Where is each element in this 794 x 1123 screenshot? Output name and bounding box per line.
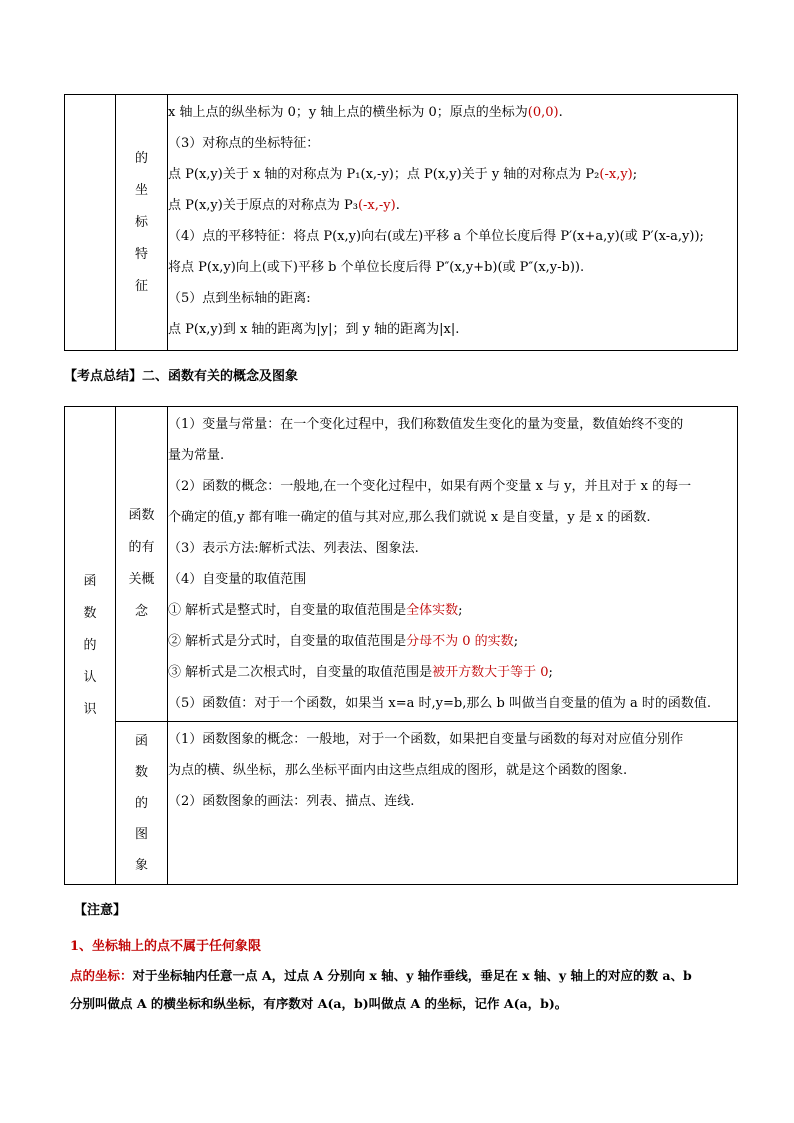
line-text: ; — [458, 603, 463, 618]
note-paragraph — [70, 962, 750, 1018]
empty-cell — [65, 95, 116, 351]
line-text: ; — [513, 634, 519, 649]
section-heading: 【考点总结】二、函数有关的概念及图象 — [64, 369, 299, 384]
label-char: 数 — [134, 764, 148, 780]
note-heading: 1、坐标轴上的点不属于任何象限 — [70, 939, 262, 954]
label-char: 识 — [83, 701, 97, 717]
line-text: . — [558, 105, 563, 120]
content-line — [168, 626, 737, 657]
line-text: （1）变量与常量：在一个变化过程中，我们称数值发生变化的量为变量，数值始终不变的 — [168, 417, 684, 432]
line-text: . — [395, 198, 400, 213]
content-line — [168, 688, 737, 719]
label-char: 图 — [134, 826, 148, 842]
line-text: ③ 解析式是二次根式时，自变量的取值范围是 — [168, 665, 433, 680]
highlight-text: (0,0) — [527, 105, 559, 120]
content-line — [168, 786, 737, 817]
label-char: 函 — [134, 733, 148, 749]
line-text: （4）自变量的取值范围 — [168, 572, 307, 587]
content-line — [168, 595, 737, 626]
highlight-text: (-x,-y) — [357, 198, 396, 213]
label-char: 数 — [83, 605, 97, 621]
label-char: 征 — [134, 278, 148, 294]
content-line — [168, 128, 737, 159]
line-text: （2）函数的概念：一般地,在一个变化过程中，如果有两个变量 x 与 y，并且对于 x 的每一 — [168, 479, 692, 494]
label-char: 标 — [134, 214, 148, 230]
content-line — [168, 533, 737, 564]
line-text: ② 解析式是分式时，自变量的取值范围是 — [168, 634, 407, 649]
function-concept-label — [116, 407, 168, 722]
label-char: 念 — [134, 604, 148, 619]
label-char: 的 — [134, 795, 148, 811]
line-text: （2）函数图象的画法：列表、描点、连线. — [168, 794, 415, 809]
line-text: ① 解析式是整式时，自变量的取值范围是 — [168, 603, 407, 618]
label-char: 特 — [134, 246, 148, 262]
content-line — [168, 755, 737, 786]
line-text: 点 P(x,y)到 x 轴的距离为|y|；到 y 轴的距离为|x|. — [168, 322, 460, 337]
content-line — [168, 283, 737, 314]
highlight-text: 分母不为 0 的实数 — [406, 634, 514, 649]
content-line — [168, 252, 737, 283]
content-line — [168, 440, 737, 471]
label-char: 认 — [83, 669, 97, 685]
line-text: 将点 P(x,y)向上(或下)平移 b 个单位长度后得 P″(x,y+b)(或 P″(x,y-b)). — [168, 260, 585, 275]
coordinate-features-table — [64, 94, 738, 351]
label-char: 函数 — [128, 508, 155, 523]
line-text: 点 P(x,y)关于原点的对称点为 P₃ — [168, 198, 358, 213]
line-text: ; — [632, 167, 638, 182]
content-line — [168, 724, 737, 755]
function-concept-table — [64, 406, 738, 885]
label-char: 函 — [83, 573, 97, 589]
coordinate-features-label — [116, 95, 168, 351]
line-text: （1）函数图象的概念：一般地，对于一个函数，如果把自变量与函数的每对对应值分别作 — [168, 732, 684, 747]
line-text: （3）对称点的坐标特征： — [168, 136, 320, 151]
content-line — [168, 409, 737, 440]
note-line: 对于坐标轴内任意一点 A，过点 A 分别向 x 轴、y 轴作垂线，垂足在 x 轴、y 轴上的对应的数 a、b — [132, 968, 692, 983]
content-line — [168, 97, 737, 128]
highlight-text: 全体实数 — [406, 603, 459, 618]
coordinate-features-content — [168, 95, 738, 351]
function-graph-label — [116, 722, 168, 885]
content-line — [168, 564, 737, 595]
line-text: ; — [548, 665, 553, 680]
note-title: 【注意】 — [74, 903, 127, 918]
label-char: 的 — [83, 637, 97, 653]
label-char: 关概 — [128, 572, 155, 587]
label-char: 坐 — [134, 182, 148, 198]
line-text: x 轴上点的纵坐标为 0；y 轴上点的横坐标为 0；原点的坐标为 — [168, 105, 528, 120]
line-text: 量为常量. — [168, 448, 225, 463]
label-char: 的 — [134, 150, 148, 166]
function-graph-content — [168, 722, 738, 885]
note-line: 分别叫做点 A 的横坐标和纵坐标，有序数对 A(a，b)叫做点 A 的坐标，记作 A(a，b)。 — [70, 996, 568, 1011]
line-text: （5）函数值：对于一个函数，如果当 x=a 时,y=b,那么 b 叫做当自变量的值为 a 时的函数值. — [168, 696, 712, 711]
content-line — [168, 159, 737, 190]
line-text: （4）点的平移特征：将点 P(x,y)向右(或左)平移 a 个单位长度后得 P′(x+a,y)(或 P′(x-a,y)); — [168, 229, 704, 244]
function-recognition-label — [65, 407, 116, 885]
highlight-text: (-x,y) — [599, 167, 633, 182]
line-text: 为点的横、纵坐标，那么坐标平面内由这些点组成的图形，就是这个函数的图象. — [168, 763, 628, 778]
content-line — [168, 314, 737, 345]
note-lead: 点的坐标： — [70, 968, 133, 983]
content-line — [168, 502, 737, 533]
line-text: （3）表示方法:解析式法、列表法、图象法. — [168, 541, 419, 556]
content-line — [168, 471, 737, 502]
content-line — [168, 221, 737, 252]
line-text: 个确定的值,y 都有唯一确定的值与其对应,那么我们就说 x 是自变量，y 是 x 的函数. — [168, 510, 651, 525]
label-char: 象 — [134, 857, 148, 873]
function-concept-content — [168, 407, 738, 722]
line-text: （5）点到坐标轴的距离: — [168, 291, 311, 306]
highlight-text: 被开方数大于等于 0 — [432, 665, 549, 680]
line-text: 点 P(x,y)关于 x 轴的对称点为 P₁(x,-y)；点 P(x,y)关于 y 轴的对称点为 P₂ — [168, 167, 600, 182]
content-line — [168, 657, 737, 688]
content-line — [168, 190, 737, 221]
label-char: 的有 — [128, 540, 155, 555]
